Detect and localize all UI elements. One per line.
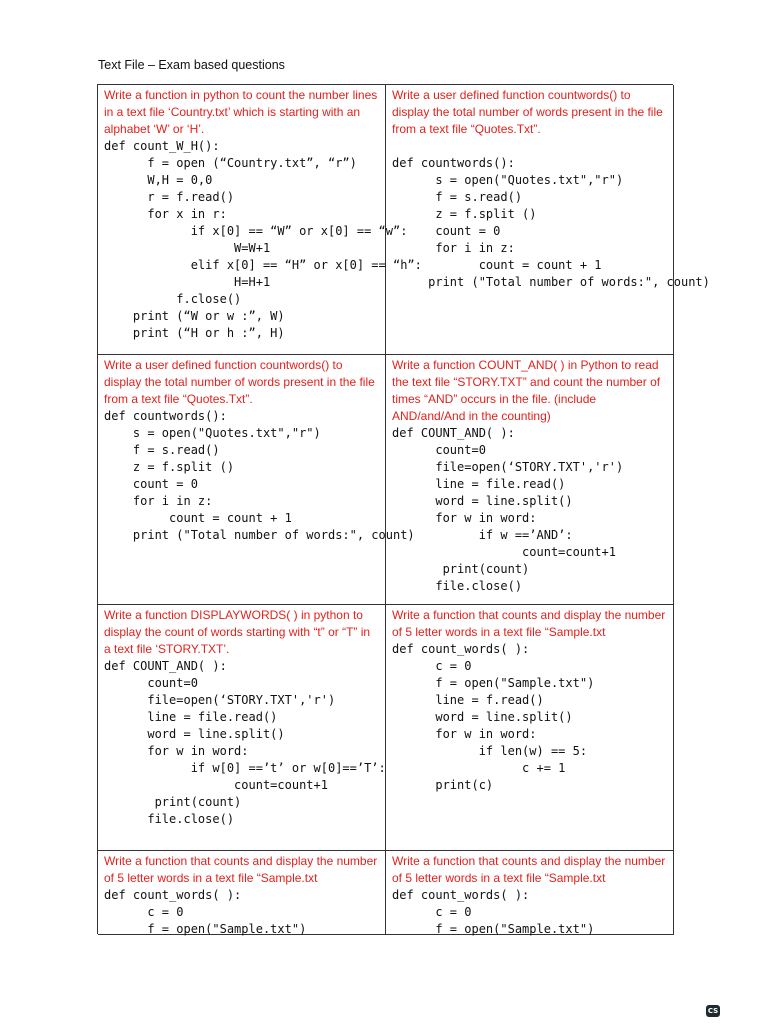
question-text: Write a function DISPLAYWORDS( ) in python to display the count of words starting with “t” or “T” in a text file ‘STORY.TXT’. [104,608,374,656]
question-cell [386,605,674,851]
code-block: def count_words( ): c = 0 f = open("Sample.txt") [392,888,595,936]
question-text: Write a function COUNT_AND( ) in Python to read the text file “STORY.TXT” and count the number of times “AND” occurs in the file. (include AND/and/And in the counting) [392,358,664,423]
question-cell [98,355,415,605]
question-cell [386,355,674,605]
question-text: Write a function in python to count the number lines in a text file ‘Country.txt’ which is starting with an alphabet ‘W’ or ‘H’. [104,88,381,136]
code-block: def COUNT_AND( ): count=0 file=open(‘STORY.TXT','r') line = file.read() word = line.split() for w in word: if w ==’AND’: count=count+1 print(count) file.close() [392,426,624,593]
question-cell [98,605,386,851]
question-table [97,84,710,936]
question-text: Write a function that counts and display the number of 5 letter words in a text file “Sample.txt [392,608,669,639]
question-cell [386,851,674,935]
question-text: Write a function that counts and display the number of 5 letter words in a text file “Sample.txt [104,854,381,885]
question-cell [98,851,386,935]
code-block: def count_words( ): c = 0 f = open("Sample.txt") [104,888,307,936]
question-text: Write a user defined function countwords() to display the total number of words present in the file from a text file “Quotes.Txt”. [392,88,667,136]
code-block: def count_words( ): c = 0 f = open("Sample.txt") line = f.read() word = line.split() for w in word: if len(w) == 5: c += 1 print(c) [392,642,595,792]
code-block: def countwords(): s = open("Quotes.txt","r") f = s.read() z = f.split () count = 0 for i in z: count = count + 1 print ("Total number of words:", count) [392,156,710,289]
page-title: Text File – Exam based questions [98,58,285,72]
code-block: def COUNT_AND( ): count=0 file=open(‘STORY.TXT','r') line = file.read() word = line.split() for w in word: if w[0] ==’t’ or w[0]==’T’: count=count+1 print(count) file.close() [104,659,386,826]
question-text: Write a user defined function countwords() to display the total number of words present in the file from a text file “Quotes.Txt”. [104,358,379,406]
code-block: def count_W_H(): f = open (“Country.txt”, “r”) W,H = 0,0 r = f.read() for x in r: if x[0] == “W” or x[0] == “w”: W=W+1 elif x[0] == “H” or x[0] == “h”: H=H+1 f.close() print (“W or w :”, W) print (“H or h :”, H) [104,139,422,340]
question-cell [386,85,710,355]
question-text: Write a function that counts and display the number of 5 letter words in a text file “Sample.txt [392,854,669,885]
camscanner-logo-icon: CS [707,1007,719,1015]
question-cell [98,85,422,355]
code-block: def countwords(): s = open("Quotes.txt","r") f = s.read() z = f.split () count = 0 for i in z: count = count + 1 print ("Total number of words:", count) [104,409,415,542]
